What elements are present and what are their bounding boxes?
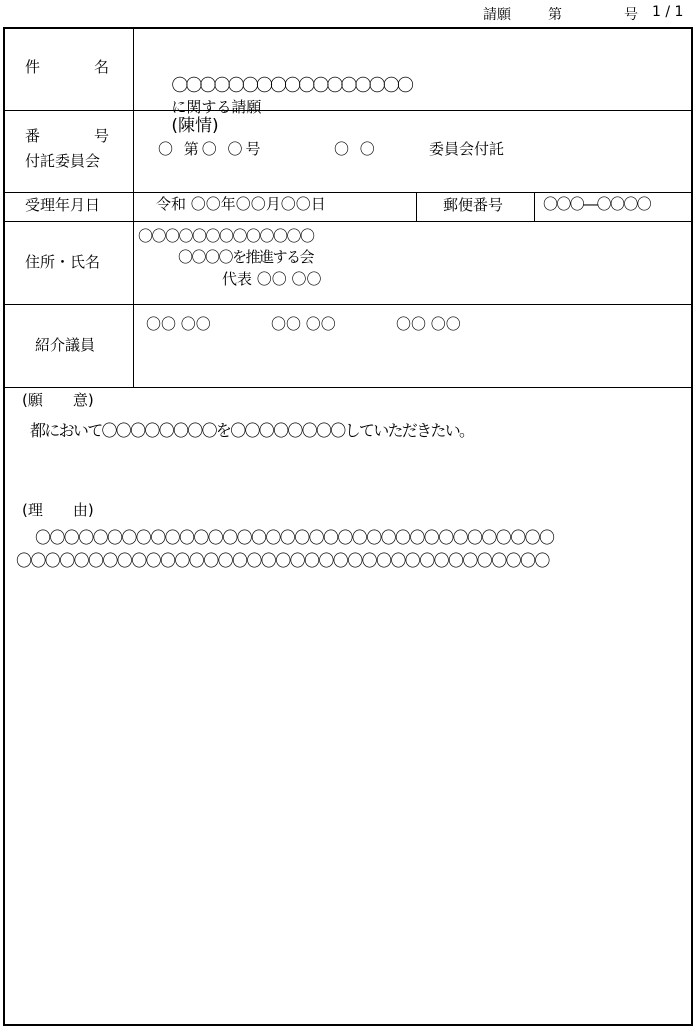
bangou-label2: 付託委員会 xyxy=(25,152,101,170)
riyu-line1: 〇〇〇〇〇〇〇〇〇〇〇〇〇〇〇〇〇〇〇〇〇〇〇〇〇〇〇〇〇〇〇〇〇〇〇〇 xyxy=(35,528,554,547)
petition-form xyxy=(3,27,693,1026)
address-line1: 〇〇〇〇〇〇〇〇〇〇〇〇〇 xyxy=(138,227,314,245)
introducer-name-3: 〇〇 〇〇 xyxy=(396,315,461,333)
kenmei-label-b: 名 xyxy=(94,58,110,76)
divider xyxy=(5,192,691,193)
kenmei-paren: (陳情) xyxy=(171,115,219,136)
postal-divider xyxy=(416,192,417,222)
header-petition: 請願 xyxy=(483,7,511,23)
address-label: 住所・氏名 xyxy=(25,253,101,271)
label-column-divider xyxy=(133,29,134,388)
header-page: 1 / 1 xyxy=(652,4,684,20)
bangou-label-b: 号 xyxy=(94,127,110,145)
address-line3: 代表 〇〇 〇〇 xyxy=(222,270,322,288)
divider xyxy=(5,304,691,305)
riyu-line2: 〇〇〇〇〇〇〇〇〇〇〇〇〇〇〇〇〇〇〇〇〇〇〇〇〇〇〇〇〇〇〇〇〇〇〇〇〇 xyxy=(16,551,549,570)
introducer-name-1: 〇〇 〇〇 xyxy=(146,315,211,333)
header-dai: 第 xyxy=(548,7,562,23)
kenmei-circles: 〇〇〇〇〇〇〇〇〇〇〇〇〇〇〇〇〇 xyxy=(171,76,412,97)
committee-value: 〇 〇 xyxy=(334,140,378,158)
gan-i-text: 都において〇〇〇〇〇〇〇〇を〇〇〇〇〇〇〇〇していただきたい。 xyxy=(30,421,474,440)
address-line2: 〇〇〇〇を推進する会 xyxy=(178,248,314,266)
postal-divider xyxy=(534,192,535,222)
riyu-heading: (理 由) xyxy=(22,501,94,519)
divider xyxy=(5,221,691,222)
divider xyxy=(5,387,691,388)
introducer-name-2: 〇〇 〇〇 xyxy=(271,315,336,333)
postal-label: 郵便番号 xyxy=(443,196,504,214)
kenmei-label-a: 件 xyxy=(25,58,41,76)
juri-value: 令和 〇〇年〇〇月〇〇日 xyxy=(156,195,326,213)
kenmei-suffix: に関する請願 xyxy=(171,97,262,116)
introducer-label: 紹介議員 xyxy=(35,336,96,354)
committee-suffix: 委員会付託 xyxy=(429,140,505,158)
bangou-value: 〇 第〇 〇号 xyxy=(158,140,264,158)
postal-value: 〇〇〇―〇〇〇〇 xyxy=(543,195,651,213)
gan-i-heading: (願 意) xyxy=(22,391,94,409)
juri-label: 受理年月日 xyxy=(25,196,101,214)
header-gou: 号 xyxy=(624,7,638,23)
bangou-label-a: 番 xyxy=(25,127,41,145)
